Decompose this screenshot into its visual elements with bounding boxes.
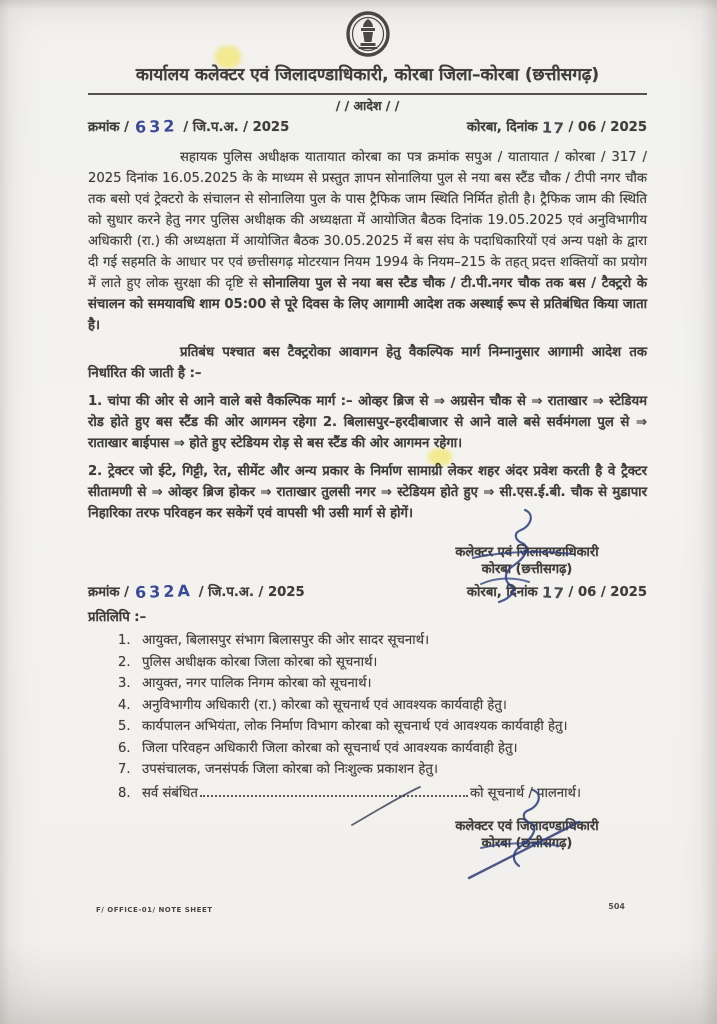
copy-item-number: 8. — [118, 785, 131, 801]
copy-item — [88, 695, 647, 717]
copy-item — [88, 716, 647, 738]
reference-row-2 — [88, 580, 647, 603]
copy-item-blank — [88, 781, 647, 805]
copy-item-text: उपसंचालक, जनसंपर्क जिला कोरबा को निःशुल्क प्रकाशन हेतु। — [142, 762, 438, 777]
ref-number-line — [88, 115, 289, 138]
form-footer-code: F/ OFFICE-01/ NOTE SHEET — [96, 906, 213, 914]
copy-item — [88, 738, 647, 760]
date2-label: कोरबा, दिनांक — [466, 585, 538, 600]
copy-item-number: 2. — [118, 654, 131, 670]
copy-item — [88, 652, 647, 674]
copy-item-text: अनुविभागीय अधिकारी (रा.) कोरबा को सूचनार्थ एवं आवश्यक कार्यवाही हेतु। — [142, 697, 507, 713]
copy-item — [88, 673, 647, 695]
copy-item-number: 4. — [118, 697, 131, 713]
date-line-2 — [467, 581, 647, 603]
copy-item-number: 3. — [118, 676, 131, 691]
government-emblem-icon — [345, 10, 391, 62]
alternate-route-2: 2. ट्रेक्टर जो ईटे, गिट्टी, रेत, सीमेंट और अन्य प्रकार के निर्माण सामाग्री लेकर शहर अंदर प्रवेश करती है वे ट्रैक्टर सीतामणी से ⇒ ओव्हर ब्रिज होकर ⇒ राताखार तुलसी नगर ⇒ स्टेडियम होते हुए ⇒ सी.एस.ई.बी. चौक से मुडापार निहारिका तरफ परिवहन कर सकेगें एवं वापसी भी उसी मार्ग से होगें। — [88, 464, 647, 521]
signature-title-line2: कोरबा (छत्तीसगढ़) — [481, 562, 573, 577]
date-rest: / 06 / 2025 — [568, 120, 647, 135]
signature-block-1 — [411, 544, 643, 578]
scan-right-shadow — [701, 0, 717, 1024]
ref-number-line-2 — [88, 580, 305, 603]
order-paragraph-1 — [88, 147, 647, 336]
copy-item-text: आयुक्त, बिलासपुर संभाग बिलासपुर की ओर सादर सूचनार्थ। — [142, 633, 430, 648]
copy-item-number: 5. — [118, 719, 131, 734]
copy-item-number: 7. — [118, 762, 131, 777]
copy-item8-suffix: को सूचनार्थ / पालनार्थ। — [469, 785, 581, 801]
signature2-title-line2: कोरबा (छत्तीसगढ़) — [481, 836, 573, 851]
document-content — [88, 10, 647, 852]
ref2-label: क्रमांक / — [88, 585, 129, 600]
date-line-1 — [467, 116, 647, 138]
paragraph-1-text: सहायक पुलिस अधीक्षक यातायात कोरबा का पत्र क्रमांक सपुअ / यातायात / कोरबा / 317 / 2025 दिनांक 16.05.2025 के के माध्यम से प्रस्तुत ज्ञापन सोनालिया पुल से नया बस स्टैंड चौक / टीपी नगर चौक तक बसो एवं ट्रेक्टरो के संचालन से सोनालिया पुल के पास ट्रैफिक जाम स्थिति निर्मित होती है। ट्रैफिक जाम की स्थिति को सुधार करने हेतु नगर पुलिस अधीक्षक की अध्यक्षता में आयोजित बैठक दिनांक 19.05.2025 एवं अनुविभागीय अधिकारी (रा.) की अध्यक्षता में आयोजित बैठक 30.05.2025 में बस संघ के पदाधिकारियों एवं अन्य पक्षो के द्वारा दी गई सहमति के आधार पर एवं छत्तीसगढ़ मोटरयान नियम 1994 के नियम–215 के तहत् प्रदत्त शक्तियों का प्रयोग में लाते हुए लोक सुरक्षा की दृष्टि से — [88, 150, 647, 291]
office-title: कार्यालय कलेक्टर एवं जिलादण्डाधिकारी, कोरबा जिला–कोरबा (छत्तीसगढ़) — [88, 64, 647, 95]
copy-item — [88, 630, 647, 652]
ref-suffix: / जि.प.अ. / 2025 — [183, 120, 290, 135]
order-heading: / / आदेश / / — [335, 98, 400, 113]
copy-item-number: 6. — [118, 740, 131, 756]
copy-item — [88, 759, 647, 781]
date-label: कोरबा, दिनांक — [466, 120, 538, 135]
ref2-suffix: / जि.प.अ. / 2025 — [198, 585, 305, 600]
handwritten-day-2: 17 — [541, 583, 565, 603]
page-number: 504 — [608, 902, 625, 911]
dotted-fill-line — [200, 781, 468, 797]
copy-item-text: आयुक्त, नगर पालिक निगम कोरबा को सूचनार्थ। — [142, 676, 372, 691]
copy-item-text: पुलिस अधीक्षक कोरबा जिला कोरबा को सूचनार्थ। — [142, 654, 378, 670]
reference-row-1 — [88, 115, 647, 138]
scan-left-shadow — [0, 0, 10, 1024]
signature-block-2 — [411, 818, 643, 852]
copy-to-list — [88, 630, 647, 804]
emblem-container — [88, 10, 647, 62]
copy-item-text: कार्यपालन अभियंता, लोक निर्माण विभाग कोरबा को सूचनार्थ एवं आवश्यक कार्यवाही हेतु। — [142, 719, 568, 734]
paragraph-1-bold-text: सोनालिया पुल से नया बस स्टैड चौक / टी.पी.नगर चौक तक बस / टैक्ट्ररो के संचालन को समयावधि शाम 05:00 से पूरे दिवस के लिए आगामी आदेश तक अस्थाई रूप से प्रतिबंधित किया जाता है। — [88, 276, 647, 333]
handwritten-ref-number-2: 632A — [134, 580, 194, 603]
date2-rest: / 06 / 2025 — [568, 585, 647, 600]
order-paragraph-2: प्रतिबंध पश्चात बस टैक्ट्ररोका आवागन हेतु वैकल्पिक मार्ग निम्नानुसार आगामी आदेश तक निर्धारित की जाती है :– — [88, 345, 647, 381]
signature-title-line1: कलेक्टर एवं जिलादण्डाधिकारी — [455, 545, 599, 560]
copy-item-text: जिला परिवहन अधिकारी जिला कोरबा को सूचनार्थ एवं आवश्यक कार्यवाही हेतु। — [142, 740, 518, 756]
alternate-route-1: 1. चांपा की ओर से आने वाले बसे वैकल्पिक मार्ग :– ओव्हर ब्रिज से ⇒ अग्रसेन चौक से ⇒ राताखार ⇒ स्टेडियम रोड होते हुए बस स्टैंड की ओर आगमन रहेगा 2. बिलासपुर–हरदीबाजार से आने वाले बसे सर्वमंगला पुल से ⇒ राताखार बाईपास ⇒ होते हुए स्टेडियम रोड़ से बस स्टैंड की ओर आगमन रहेगा। — [88, 394, 647, 451]
ref-label: क्रमांक / — [88, 120, 129, 135]
handwritten-day: 17 — [541, 118, 565, 138]
copy-item8-prefix: सर्व संबंधित — [142, 785, 198, 801]
signature2-title-line1: कलेक्टर एवं जिलादण्डाधिकारी — [455, 819, 599, 834]
copy-to-label: प्रतिलिपि :– — [88, 610, 147, 625]
handwritten-ref-number: 632 — [134, 116, 178, 137]
copy-item-number: 1. — [118, 633, 131, 648]
